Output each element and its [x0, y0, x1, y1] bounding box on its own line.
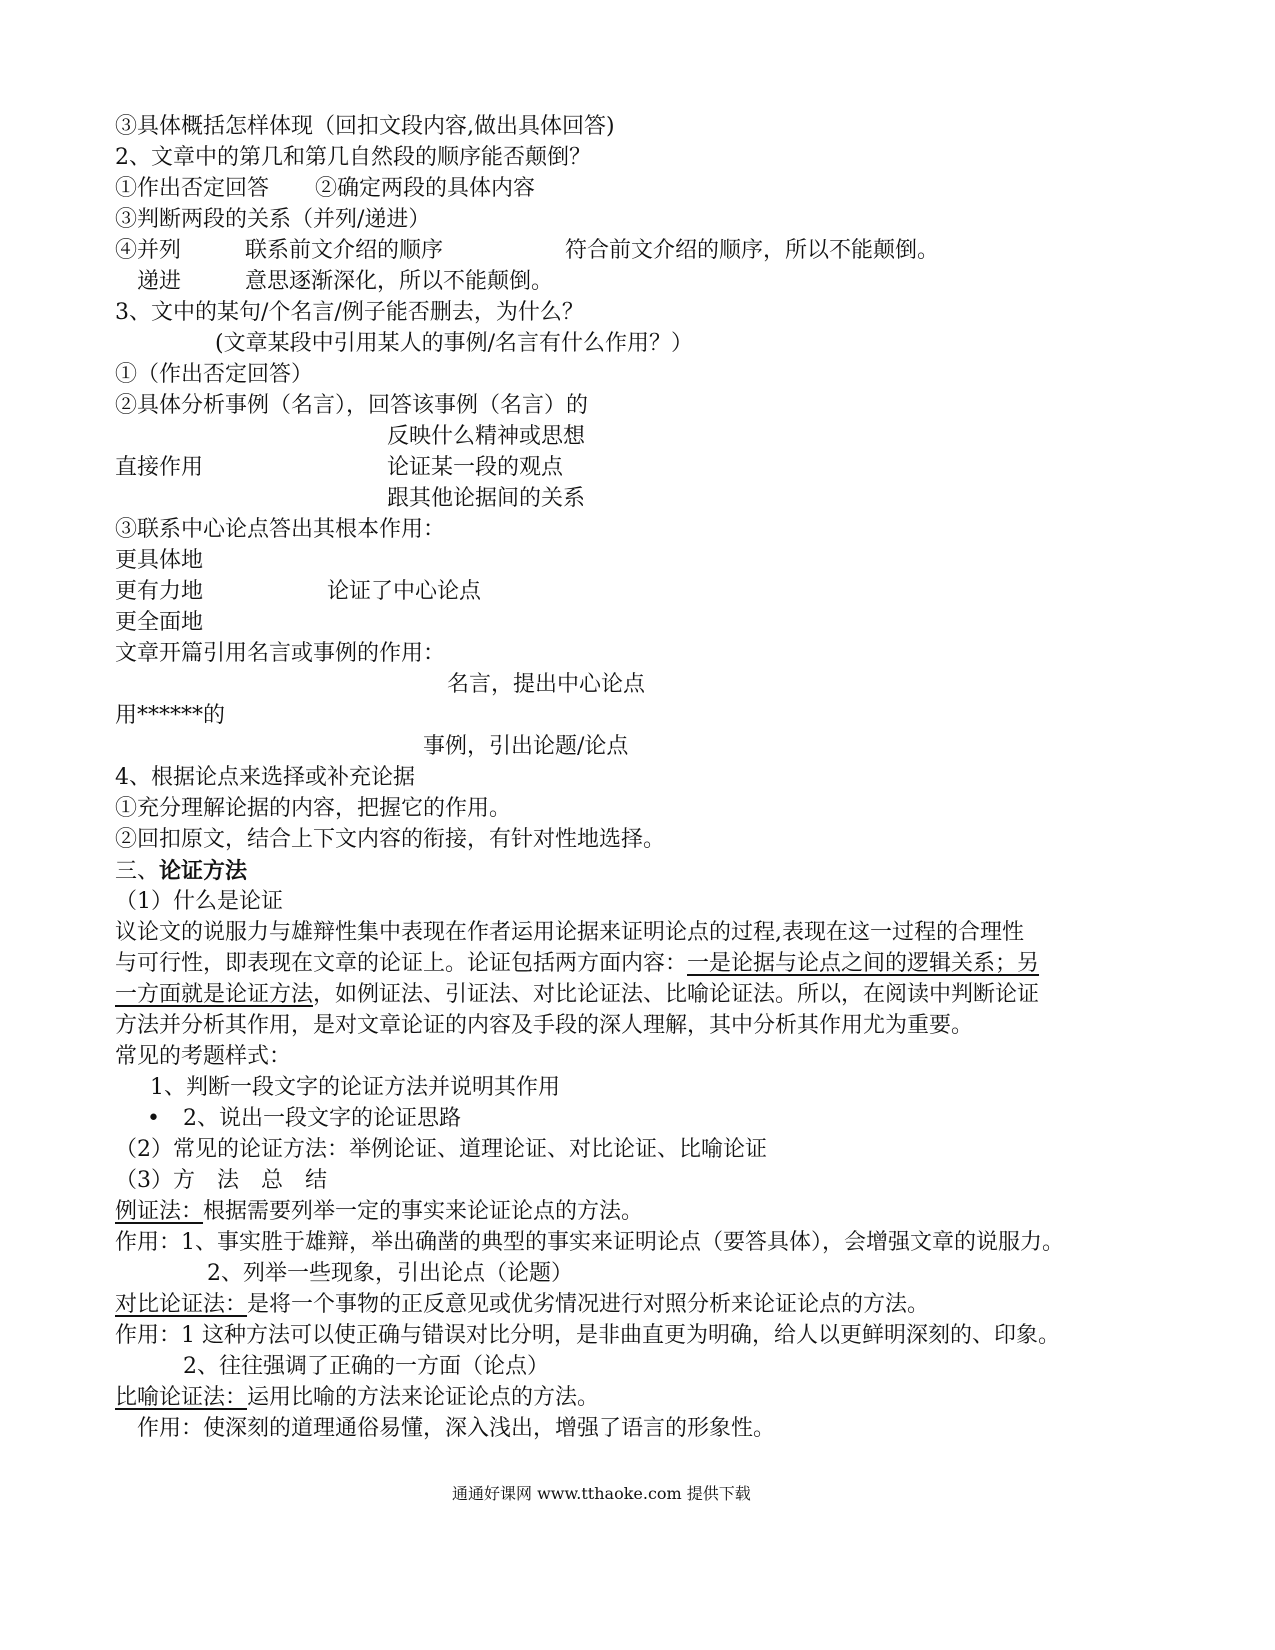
line-1: ③具体概括怎样体现（回扣文段内容,做出具体回答): [115, 114, 615, 139]
line-29a: 一方面就是论证方法: [115, 982, 314, 1007]
line-23: ①充分理解论据的内容，把握它的作用。: [115, 796, 512, 821]
line-39: [115, 1291, 929, 1319]
bullet-marker: •: [147, 1106, 160, 1131]
line-24: ②回扣原文，结合上下文内容的衔接，有针对性地选择。: [115, 827, 666, 852]
line-14: ③联系中心论点答出其根本作用：: [115, 517, 446, 542]
line-18: 文章开篇引用名言或事例的作用：: [115, 641, 446, 666]
line-33: 2、说出一段文字的论证思路: [183, 1106, 461, 1131]
term-contrast: 对比论证法：: [115, 1292, 248, 1317]
line-36b: 根据需要列举一定的事实来论证论点的方法。: [203, 1199, 644, 1224]
question-3-heading: 3、文中的某句/个名言/例子能否删去，为什么？: [115, 300, 584, 325]
line-35: （3）方 法 总 结: [115, 1168, 327, 1193]
line-12a: 直接作用: [115, 455, 204, 480]
term-example: 例证法：: [115, 1199, 204, 1224]
line-5c: 符合前文介绍的顺序，所以不能颠倒。: [565, 238, 940, 263]
term-metaphor: 比喻论证法：: [115, 1385, 248, 1410]
line-17: 更全面地: [115, 610, 204, 635]
section-3-number: 三、: [115, 859, 160, 884]
line-43: 作用：使深刻的道理通俗易懂，深入浅出，增强了语言的形象性。: [137, 1416, 776, 1441]
line-42: [115, 1384, 599, 1412]
line-16a: 更有力地: [115, 579, 204, 604]
line-16b: 论证了中心论点: [327, 579, 482, 604]
line-12b: 论证某一段的观点: [387, 455, 564, 480]
line-5b: 联系前文介绍的顺序: [245, 238, 444, 263]
line-11: 反映什么精神或思想: [387, 424, 586, 449]
section-3-title: 论证方法: [159, 858, 248, 884]
line-37: 作用：1、事实胜于雄辩，举出确凿的典型的事实来证明论点（要答具体），会增强文章的说服力。: [115, 1230, 1065, 1255]
line-10: ②具体分析事例（名言），回答该事例（名言）的: [115, 393, 589, 418]
line-6a: 递进: [137, 269, 182, 294]
line-29: [115, 981, 1039, 1009]
line-8: (文章某段中引用某人的事例/名言有什么作用？）: [215, 331, 693, 356]
line-30: 方法并分析其作用，是对文章论证的内容及手段的深人理解，其中分析其作用尤为重要。: [115, 1013, 974, 1038]
line-9: ①（作出否定回答）: [115, 362, 314, 387]
line-3a: ①作出否定回答: [115, 176, 270, 201]
line-40: 作用：1 这种方法可以使正确与错误对比分明，是非曲直更为明确，给人以更鲜明深刻的、印象。: [115, 1323, 1060, 1348]
line-27: 议论文的说服力与雄辩性集中表现在作者运用论据来证明论点的过程,表现在这一过程的合理性: [115, 920, 1024, 945]
line-36: [115, 1198, 643, 1226]
question-2-heading: 2、文章中的第几和第几自然段的顺序能否颠倒？: [115, 145, 591, 170]
line-29b: ，如例证法、引证法、对比论证法、比喻论证法。所以，在阅读中判断论证: [313, 982, 1040, 1007]
line-15: 更具体地: [115, 548, 204, 573]
line-3b: ②确定两段的具体内容: [315, 176, 536, 201]
line-4: ③判断两段的关系（并列/递进）: [115, 207, 431, 232]
page-footer: 通通好课网 www.tthaoke.com 提供下载: [452, 1484, 751, 1503]
line-28: [115, 950, 1039, 978]
line-39b: 是将一个事物的正反意见或优劣情况进行对照分析来论证论点的方法。: [247, 1292, 930, 1317]
line-41: 2、往往强调了正确的一方面（论点）: [183, 1354, 549, 1379]
line-38: 2、列举一些现象，引出论点（论题）: [207, 1261, 573, 1286]
section-3-heading: [115, 857, 247, 886]
line-42b: 运用比喻的方法来论证论点的方法。: [247, 1385, 600, 1410]
line-26: （1）什么是论证: [115, 889, 283, 914]
line-32: 1、判断一段文字的论证方法并说明其作用: [150, 1075, 560, 1100]
line-13: 跟其他论据间的关系: [387, 486, 586, 511]
line-28a: 与可行性，即表现在文章的论证上。论证包括两方面内容：: [115, 951, 688, 976]
question-4-heading: 4、根据论点来选择或补充论据: [115, 765, 415, 790]
line-31: 常见的考题样式：: [115, 1044, 292, 1069]
line-5a: ④并列: [115, 238, 182, 263]
line-6b: 意思逐渐深化，所以不能颠倒。: [245, 269, 554, 294]
line-19: 名言，提出中心论点: [447, 672, 646, 697]
line-34: （2）常见的论证方法：举例论证、道理论证、对比论证、比喻论证: [115, 1137, 767, 1162]
line-21: 事例，引出论题/论点: [423, 734, 629, 759]
line-20: 用******的: [115, 703, 226, 728]
line-28b: 一是论据与论点之间的逻辑关系；另: [687, 951, 1040, 976]
